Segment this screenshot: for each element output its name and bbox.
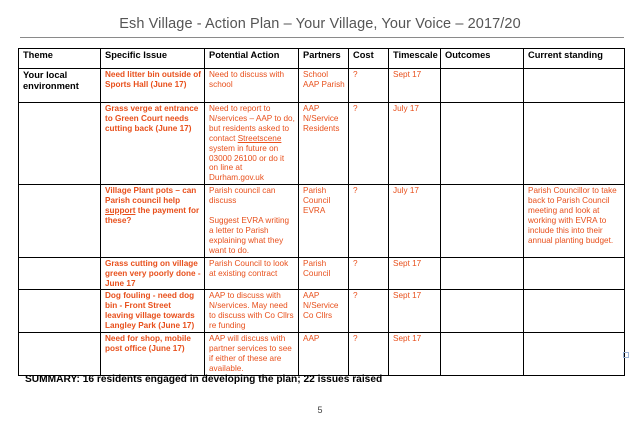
cost-cell: ? <box>349 103 389 185</box>
summary-text: SUMMARY: 16 residents engaged in developing the plan; 22 issues raised <box>25 374 383 385</box>
streetscene-link[interactable]: Streetscene <box>237 133 282 143</box>
document-title: Esh Village - Action Plan – Your Village, Your Voice – 2017/20 <box>119 16 521 32</box>
table-row <box>19 257 625 290</box>
partners-cell: Parish Council <box>299 257 349 290</box>
standing-cell <box>524 257 625 290</box>
timescale-cell: Sept 17 <box>389 257 441 290</box>
theme-cell-empty <box>19 185 101 257</box>
theme-cell: Your local environment <box>19 69 101 103</box>
timescale-cell: Sept 17 <box>389 69 441 103</box>
table-header-row <box>19 49 625 69</box>
theme-cell-empty <box>19 290 101 333</box>
issue-cell: Dog fouling - need dog bin - Front Street leaving village towards Langley Park (June 17) <box>101 290 205 333</box>
issue-text: Village Plant pots – can Parish council help <box>105 186 197 206</box>
action-text: Need to report to N/services – AAP to do, but residents asked to contact <box>209 104 295 143</box>
standing-cell: Parish Councillor to take back to Parish Council meeting and look at working with EVRA to include this into their annual planting budget. <box>524 185 625 257</box>
partners-cell: AAP N/Service Residents <box>299 103 349 185</box>
table-row <box>19 103 625 185</box>
standing-cell <box>524 69 625 103</box>
table-row <box>19 69 625 103</box>
theme-cell-empty <box>19 257 101 290</box>
issue-text-cont: the payment for these? <box>105 206 200 225</box>
issue-cell: Grass verge at entrance to Green Court needs cutting back (June 17) <box>101 103 205 185</box>
title-divider <box>20 37 624 38</box>
partners-cell: School AAP Parish <box>299 69 349 103</box>
table-row <box>19 333 625 376</box>
cost-cell: ? <box>349 257 389 290</box>
action-text-cont: system in future on 03000 26100 or do it on line at Durham.gov.uk <box>209 143 285 183</box>
theme-cell-empty <box>19 333 101 376</box>
cost-cell: ? <box>349 333 389 376</box>
issue-cell: Need litter bin outside of Sports Hall (June 17) <box>101 69 205 103</box>
header-theme: Theme <box>19 49 101 69</box>
issue-underlined-word: support <box>105 206 136 216</box>
header-cost: Cost <box>349 49 389 69</box>
timescale-cell: July 17 <box>389 185 441 257</box>
issue-cell <box>101 185 205 257</box>
action-cell: Parish Council to look at existing contract <box>205 257 299 290</box>
action-cell: AAP to discuss with N/services. May need to discuss with Co Cllrs re funding <box>205 290 299 333</box>
issue-cell: Grass cutting on village green very poorly done - June 17 <box>101 257 205 290</box>
page-number: 5 <box>317 405 323 415</box>
header-partners: Partners <box>299 49 349 69</box>
outcomes-cell <box>441 103 524 185</box>
standing-cell <box>524 103 625 185</box>
header-outcomes: Outcomes <box>441 49 524 69</box>
action-cell <box>205 103 299 185</box>
partners-cell: AAP <box>299 333 349 376</box>
header-timescale: Timescale <box>389 49 441 69</box>
outcomes-cell <box>441 290 524 333</box>
table-resize-handle[interactable] <box>623 352 629 358</box>
outcomes-cell <box>441 69 524 103</box>
header-potential-action: Potential Action <box>205 49 299 69</box>
outcomes-cell <box>441 185 524 257</box>
timescale-cell: Sept 17 <box>389 333 441 376</box>
standing-cell <box>524 290 625 333</box>
table-row <box>19 290 625 333</box>
partners-cell: AAP N/Service Co Cllrs <box>299 290 349 333</box>
cost-cell: ? <box>349 69 389 103</box>
outcomes-cell <box>441 333 524 376</box>
action-line-1: Parish council can discuss <box>209 186 276 206</box>
header-current-standing: Current standing <box>524 49 625 69</box>
action-plan-table <box>18 48 625 376</box>
partners-cell: Parish Council EVRA <box>299 185 349 257</box>
action-cell: Need to discuss with school <box>205 69 299 103</box>
timescale-cell: July 17 <box>389 103 441 185</box>
outcomes-cell <box>441 257 524 290</box>
action-line-2: Suggest EVRA writing a letter to Parish explaining what they want to do. <box>209 216 290 255</box>
theme-cell-empty <box>19 103 101 185</box>
action-cell: AAP will discuss with partner services to see if either of these are available. <box>205 333 299 376</box>
header-specific-issue: Specific Issue <box>101 49 205 69</box>
timescale-cell: Sept 17 <box>389 290 441 333</box>
cost-cell: ? <box>349 290 389 333</box>
action-cell <box>205 185 299 257</box>
standing-cell <box>524 333 625 376</box>
issue-cell: Need for shop, mobile post office (June 17) <box>101 333 205 376</box>
table-row <box>19 185 625 257</box>
cost-cell: ? <box>349 185 389 257</box>
